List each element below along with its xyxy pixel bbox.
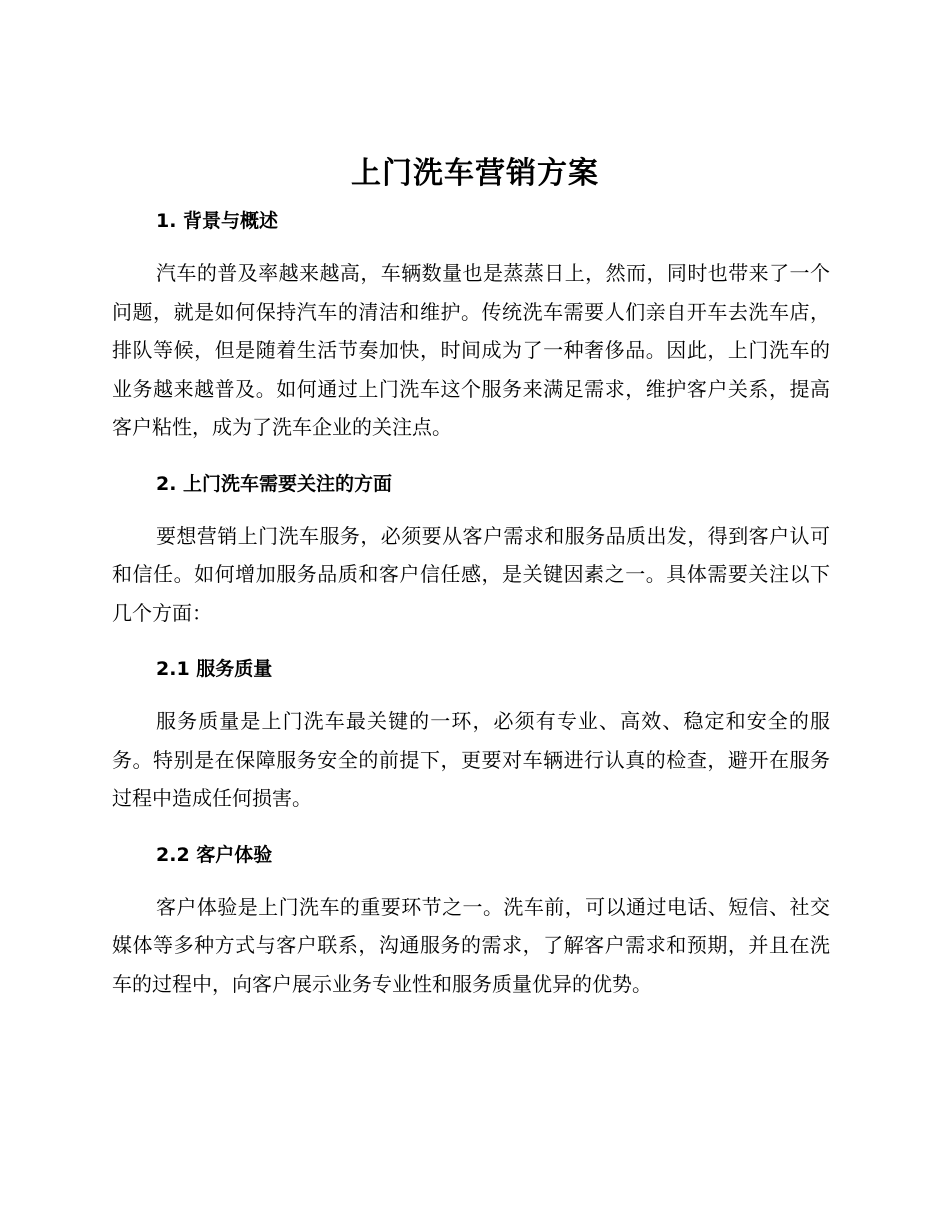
section-background <box>112 206 950 447</box>
section-paragraph: 要想营销上门洗车服务，必须要从客户需求和服务品质出发，得到客户认可和信任。如何增加服务品质和客户信任感，是关键因素之一。具体需要关注以下几个方面： <box>112 523 830 625</box>
section-heading: 2.1 服务质量 <box>156 658 273 680</box>
section-customer-experience <box>112 840 950 1004</box>
section-focus-areas <box>112 469 950 633</box>
section-heading: 1. 背景与概述 <box>156 210 279 232</box>
section-service-quality <box>112 654 950 818</box>
document-title: 上门洗车营销方案 <box>351 156 599 191</box>
section-heading: 2. 上门洗车需要关注的方面 <box>156 472 393 495</box>
section-paragraph: 汽车的普及率越来越高，车辆数量也是蒸蒸日上，然而，同时也带来了一个问题，就是如何保持汽车的清洁和维护。传统洗车需要人们亲自开车去洗车店，排队等候，但是随着生活节奏加快，时间成为了一种奢侈品。因此，上门洗车的业务越来越普及。如何通过上门洗车这个服务来满足需求，维护客户关系，提高客户粘性，成为了洗车企业的关注点。 <box>112 261 830 439</box>
section-paragraph: 客户体验是上门洗车的重要环节之一。洗车前，可以通过电话、短信、社交媒体等多种方式与客户联系，沟通服务的需求，了解客户需求和预期，并且在洗车的过程中，向客户展示业务专业性和服务质量优异的优势。 <box>112 894 830 996</box>
section-paragraph: 服务质量是上门洗车最关键的一环，必须有专业、高效、稳定和安全的服务。特别是在保障服务安全的前提下，更要对车辆进行认真的检查，避开在服务过程中造成任何损害。 <box>112 709 830 810</box>
section-heading: 2.2 客户体验 <box>156 843 273 866</box>
